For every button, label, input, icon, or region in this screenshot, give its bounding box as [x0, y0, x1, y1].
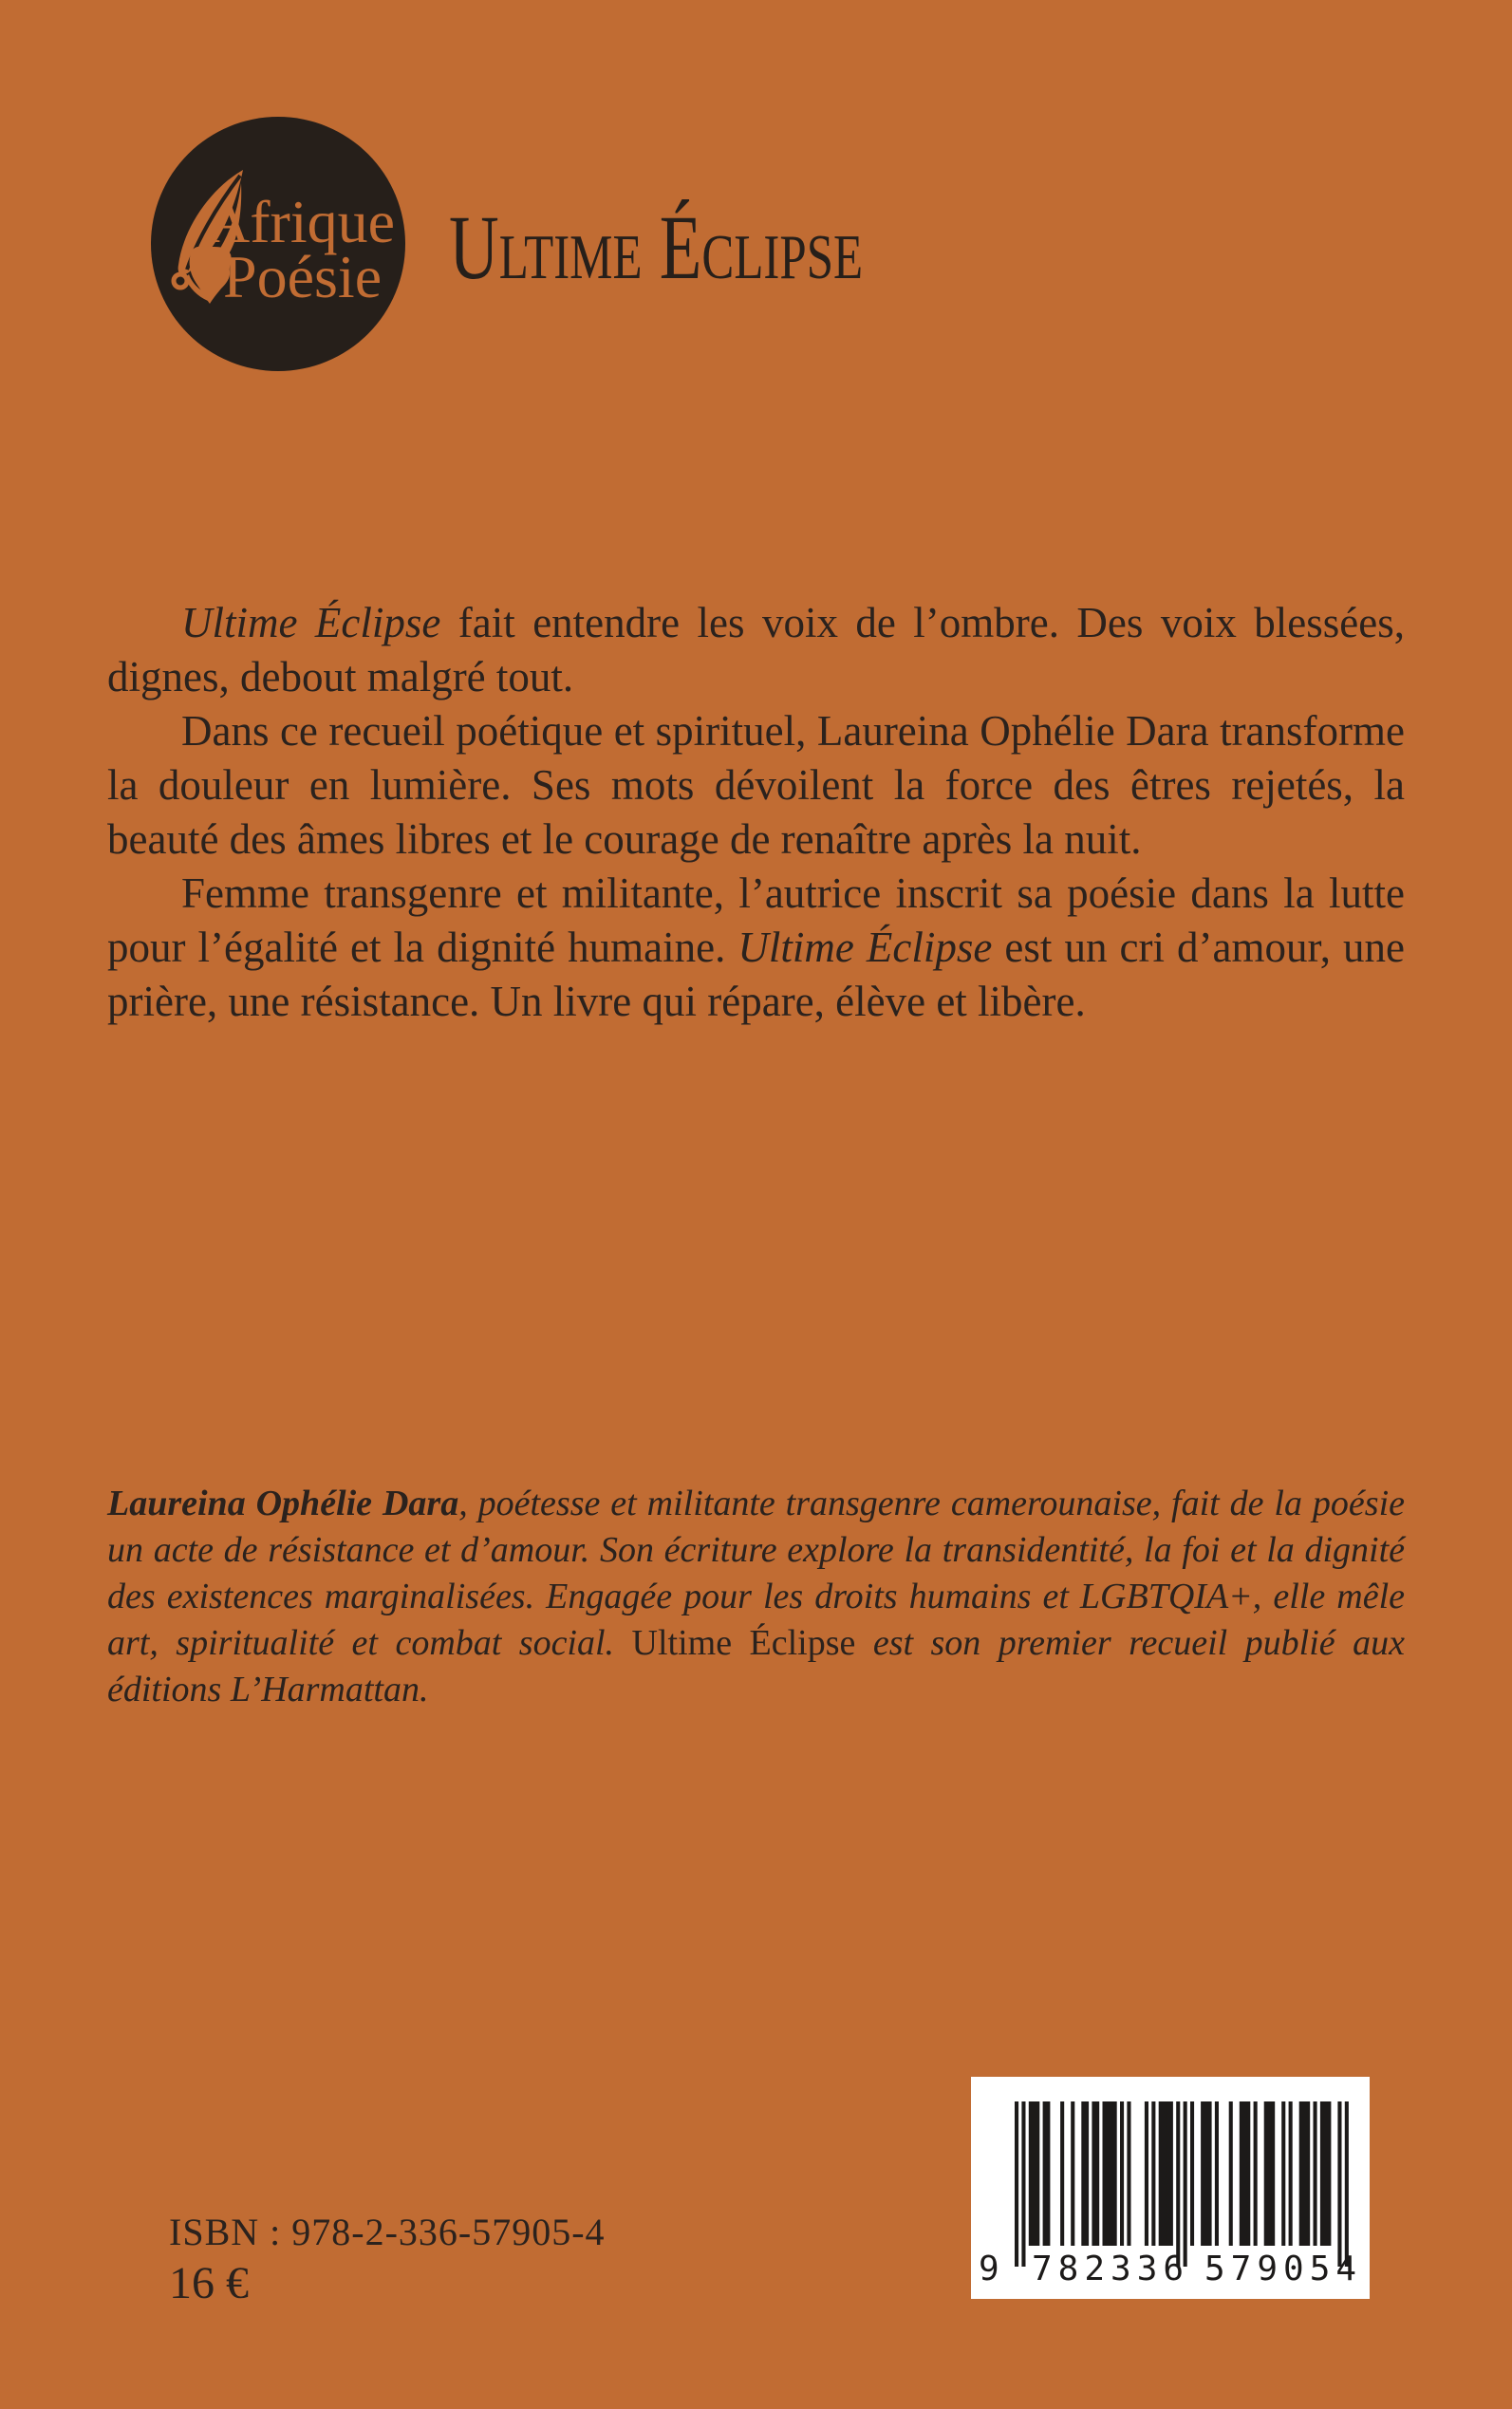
barcode-digit-first: 9 — [979, 2250, 999, 2288]
barcode-digit-group-2: 579054 — [1204, 2250, 1363, 2288]
afrique-poesie-logo — [151, 117, 405, 371]
title-reference: Ultime Éclipse — [181, 599, 441, 646]
blurb-text: fait entendre les voix de l’ombre. Des voix blessées, dignes, debout malgré tout. — [107, 599, 1405, 700]
afrique-poesie-logo-icon — [151, 117, 405, 371]
author-name: Laureina Ophélie Dara — [107, 1484, 459, 1523]
bio-text: , poétesse et militante transgenre camerounaise, fait de la poésie un acte de résistance et d’amour. Son écriture explore la transidentité, la foi et la dignité des existences marginalisées. Engagée pour les droits humains et LGBTQIA+, elle mêle art, spiritualité et combat social. — [107, 1484, 1405, 1663]
blurb-paragraph-2: Dans ce recueil poétique et spirituel, Laureina Ophélie Dara transforme la douleur en lumière. Ses mots dévoilent la force des êtres rejetés, la beauté des âmes libres et le courage de renaître après la nuit. — [107, 707, 1405, 863]
barcode — [971, 2077, 1370, 2299]
title-reference: Ultime Éclipse — [631, 1623, 856, 1663]
barcode-bars — [1015, 2101, 1350, 2271]
price-text: 16 € — [169, 2258, 249, 2308]
barcode-digits — [971, 2250, 1370, 2291]
book-title: Ultime Éclipse — [449, 196, 864, 298]
logo-word-afrique: Afrique — [206, 188, 396, 255]
logo-word-poesie: Poésie — [223, 243, 383, 310]
blurb — [107, 596, 1405, 1029]
blurb-text: est un cri d’amour, une prière, une résistance. Un livre qui répare, élève et libère. — [107, 924, 1405, 1025]
blurb-text: Femme transgenre et militante, l’autrice inscrit sa poésie dans la lutte pour l’égalité et la dignité humaine. — [107, 869, 1405, 971]
blurb-paragraph-1 — [107, 596, 1405, 704]
isbn-text: ISBN : 978-2-336-57905-4 — [169, 2211, 606, 2253]
author-bio — [107, 1481, 1405, 1713]
title-reference: Ultime Éclipse — [737, 924, 993, 971]
barcode-digit-group-1: 782336 — [1032, 2250, 1190, 2288]
bio-text: est son premier recueil publié aux éditions L’Harmattan. — [107, 1623, 1405, 1709]
blurb-paragraph-3 — [107, 867, 1405, 1029]
